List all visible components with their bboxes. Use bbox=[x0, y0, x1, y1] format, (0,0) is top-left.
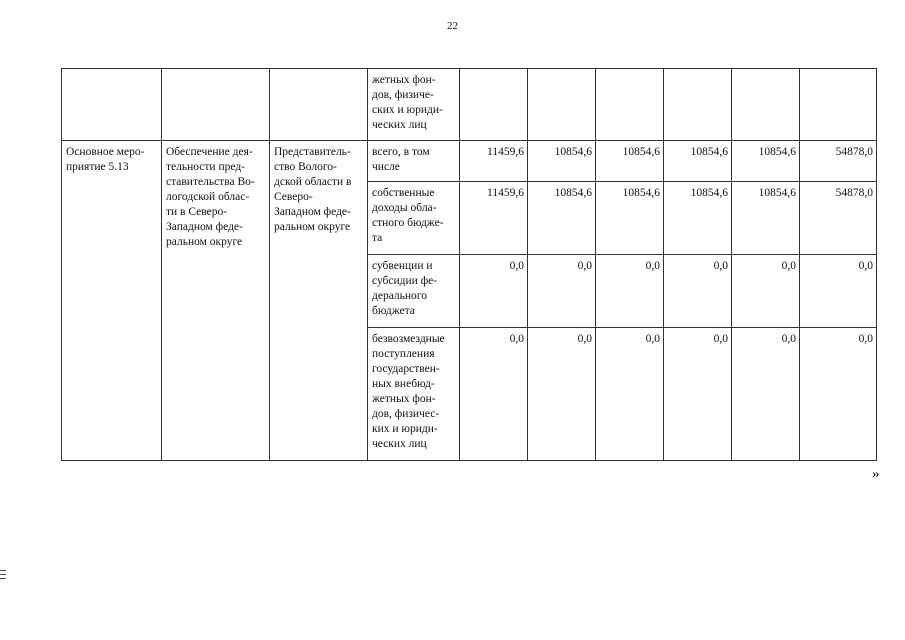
value-cell: 54878,0 bbox=[800, 182, 877, 255]
value-cell: 0,0 bbox=[528, 328, 596, 461]
value-cell: 0,0 bbox=[664, 328, 732, 461]
measure-description-cell: Обеспечение дея- тельности пред- ставительства Во- логодской облас- ти в Северо- Западном феде- ральном округе bbox=[162, 141, 270, 461]
value-cell: 10854,6 bbox=[664, 141, 732, 182]
value-cell: 0,0 bbox=[664, 255, 732, 328]
value-cell: 10854,6 bbox=[664, 182, 732, 255]
value-cell: 10854,6 bbox=[596, 141, 664, 182]
value-cell: 0,0 bbox=[732, 255, 800, 328]
value-cell: 0,0 bbox=[596, 328, 664, 461]
empty-cell bbox=[162, 69, 270, 141]
funding-source-cell: собственные доходы обла- стного бюдже- та bbox=[368, 182, 460, 255]
empty-cell bbox=[596, 69, 664, 141]
funding-source-cell: безвозмездные поступления государствен- ных внебюд- жетных фон- дов, физичес- ких и юриди- ческих лиц bbox=[368, 328, 460, 461]
value-cell: 10854,6 bbox=[528, 182, 596, 255]
empty-cell bbox=[732, 69, 800, 141]
empty-cell bbox=[800, 69, 877, 141]
value-cell: 10854,6 bbox=[528, 141, 596, 182]
value-cell: 0,0 bbox=[596, 255, 664, 328]
measure-name-cell: Основное меро- приятие 5.13 bbox=[62, 141, 162, 461]
value-cell: 54878,0 bbox=[800, 141, 877, 182]
value-cell: 0,0 bbox=[460, 328, 528, 461]
value-cell: 10854,6 bbox=[596, 182, 664, 255]
value-cell: 0,0 bbox=[460, 255, 528, 328]
funding-source-cell: всего, в том числе bbox=[368, 141, 460, 182]
empty-cell bbox=[664, 69, 732, 141]
value-cell: 11459,6 bbox=[460, 182, 528, 255]
funding-source-cell: субвенции и субсидии фе- дерального бюджета bbox=[368, 255, 460, 328]
value-cell: 0,0 bbox=[800, 328, 877, 461]
value-cell: 10854,6 bbox=[732, 182, 800, 255]
value-cell: 11459,6 bbox=[460, 141, 528, 182]
continuation-row bbox=[62, 69, 877, 141]
value-cell: 0,0 bbox=[732, 328, 800, 461]
value-cell: 10854,6 bbox=[732, 141, 800, 182]
closing-quote: » bbox=[872, 466, 880, 482]
table-row bbox=[62, 141, 877, 182]
executor-cell: Представитель- ство Волого- дской области в Северо- Западном феде- ральном округе bbox=[270, 141, 368, 461]
empty-cell bbox=[460, 69, 528, 141]
funding-source-cell: жетных фон- дов, физиче- ских и юриди- ческих лиц bbox=[368, 69, 460, 141]
page-number: 22 bbox=[447, 20, 458, 32]
budget-table bbox=[61, 68, 877, 461]
value-cell: 0,0 bbox=[800, 255, 877, 328]
margin-mark bbox=[0, 570, 7, 582]
empty-cell bbox=[62, 69, 162, 141]
empty-cell bbox=[270, 69, 368, 141]
empty-cell bbox=[528, 69, 596, 141]
value-cell: 0,0 bbox=[528, 255, 596, 328]
